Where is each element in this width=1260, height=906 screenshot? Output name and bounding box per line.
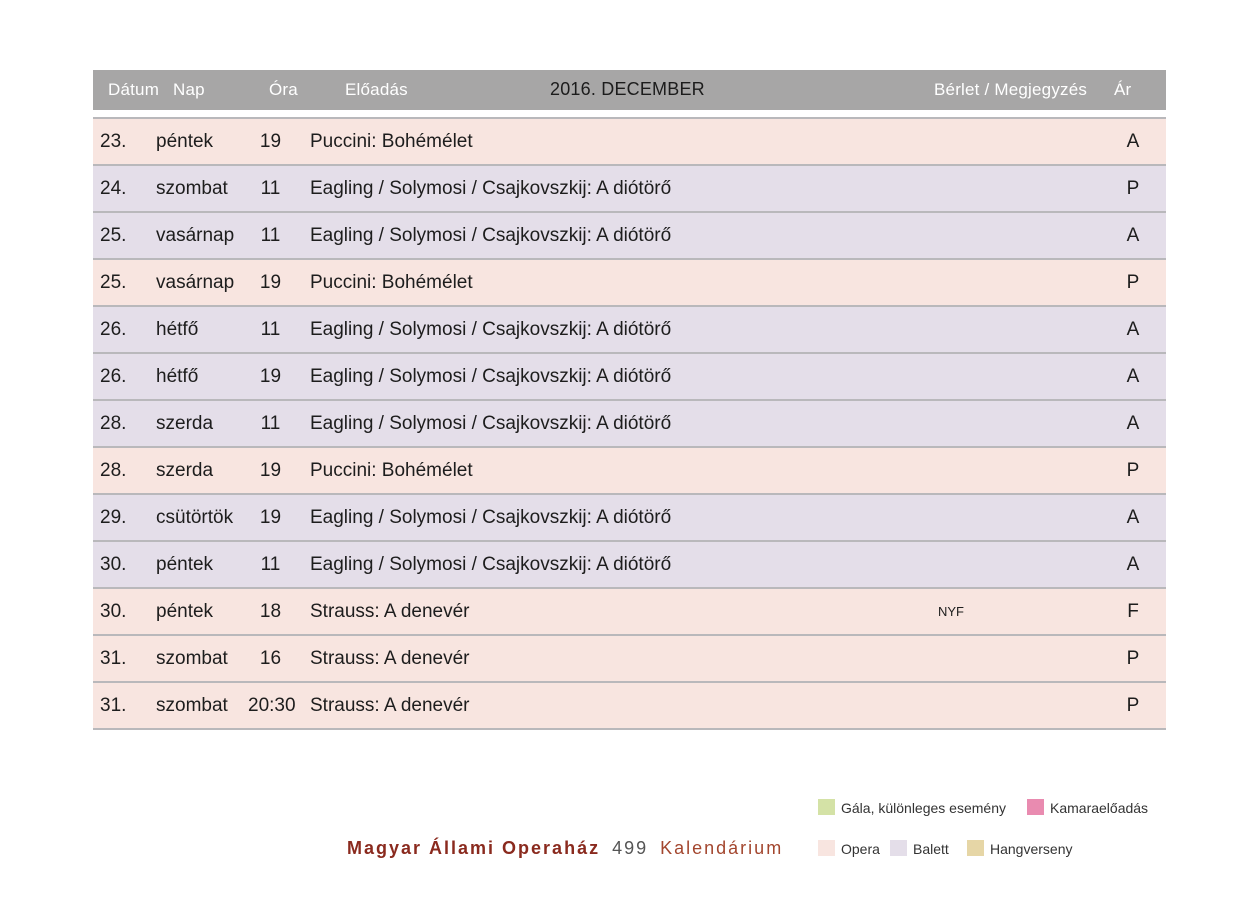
table-row	[93, 401, 1166, 448]
row-time: 11	[260, 413, 281, 434]
footer-org: Magyar Állami Operaház	[347, 838, 601, 858]
row-day: péntek	[156, 554, 214, 575]
legend-swatch-balett	[890, 840, 907, 856]
row-time: 19	[259, 272, 282, 293]
row-title: Eagling / Solymosi / Csajkovszkij: A diótörő	[310, 554, 672, 575]
legend-swatch-kamara	[1027, 799, 1044, 815]
row-time: 19	[259, 460, 282, 481]
legend-swatch-gala	[818, 799, 835, 815]
row-date: 24.	[100, 178, 127, 199]
row-day: vasárnap	[156, 225, 235, 246]
row-price: A	[1126, 507, 1140, 528]
row-date: 31.	[100, 648, 127, 669]
legend-item-gala	[818, 799, 1006, 816]
legend-label-hangverseny: Hangverseny	[990, 841, 1073, 857]
table-row	[93, 589, 1166, 636]
row-price: A	[1126, 413, 1140, 434]
row-price: P	[1126, 695, 1140, 716]
row-price: A	[1126, 131, 1140, 152]
row-title: Eagling / Solymosi / Csajkovszkij: A diótörő	[310, 319, 672, 340]
table-row	[93, 166, 1166, 213]
row-time: 11	[260, 554, 281, 575]
row-day: vasárnap	[156, 272, 235, 293]
row-price: P	[1126, 272, 1140, 293]
table-header	[93, 70, 1166, 110]
row-date: 29.	[100, 507, 127, 528]
row-date: 26.	[100, 319, 127, 340]
table-row	[93, 354, 1166, 401]
legend-label-balett: Balett	[913, 841, 949, 857]
legend	[818, 799, 1163, 869]
row-day: csütörtök	[156, 507, 234, 528]
row-price: P	[1126, 648, 1140, 669]
row-day: szombat	[156, 648, 228, 669]
footer-section: Kalendárium	[660, 838, 784, 858]
table-row	[93, 119, 1166, 166]
row-title: Eagling / Solymosi / Csajkovszkij: A diótörő	[310, 413, 672, 434]
row-title: Strauss: A denevér	[310, 601, 470, 622]
row-title: Puccini: Bohémélet	[310, 460, 473, 481]
col-header-title: Előadás	[345, 80, 408, 99]
row-price: A	[1126, 319, 1140, 340]
legend-label-gala: Gála, különleges esemény	[841, 800, 1006, 816]
col-header-day: Nap	[173, 80, 205, 99]
row-day: hétfő	[156, 366, 199, 387]
row-date: 30.	[100, 601, 127, 622]
row-date: 30.	[100, 554, 127, 575]
row-time: 18	[259, 601, 282, 622]
table-row	[93, 636, 1166, 683]
legend-label-kamara: Kamaraelőadás	[1050, 800, 1149, 816]
header-gap	[93, 110, 1166, 119]
legend-swatch-hangverseny	[967, 840, 984, 856]
row-date: 25.	[100, 272, 127, 293]
row-title: Puccini: Bohémélet	[310, 272, 473, 293]
table-row	[93, 495, 1166, 542]
schedule-table	[93, 70, 1166, 730]
col-header-date: Dátum	[108, 80, 160, 99]
row-price: A	[1126, 554, 1140, 575]
row-time: 11	[260, 319, 281, 340]
row-title: Eagling / Solymosi / Csajkovszkij: A diótörő	[310, 366, 672, 387]
row-time: 20:30	[248, 695, 296, 716]
row-title: Puccini: Bohémélet	[310, 131, 473, 152]
legend-swatch-opera	[818, 840, 835, 856]
row-date: 31.	[100, 695, 127, 716]
row-day: péntek	[156, 131, 214, 152]
row-day: péntek	[156, 601, 214, 622]
legend-label-opera: Opera	[841, 841, 880, 857]
table-row	[93, 542, 1166, 589]
month-title: 2016. DECEMBER	[550, 79, 705, 99]
col-header-price: Ár	[1114, 80, 1132, 99]
row-time: 19	[259, 131, 282, 152]
row-date: 23.	[100, 131, 127, 152]
row-note: NYF	[938, 604, 964, 619]
table-row	[93, 260, 1166, 307]
footer-page-number: 499	[612, 838, 649, 858]
row-date: 25.	[100, 225, 127, 246]
row-time: 19	[259, 366, 282, 387]
legend-item-hangverseny	[967, 840, 1073, 857]
row-time: 11	[260, 225, 281, 246]
row-price: P	[1126, 460, 1140, 481]
row-price: P	[1126, 178, 1140, 199]
col-header-note: Bérlet / Megjegyzés	[934, 80, 1088, 99]
row-time: 16	[259, 648, 282, 669]
table-row	[93, 683, 1166, 730]
legend-item-opera	[818, 840, 880, 857]
table-body	[93, 119, 1166, 730]
page-footer	[347, 838, 783, 859]
table-row	[93, 448, 1166, 495]
row-day: szombat	[156, 695, 228, 716]
row-title: Strauss: A denevér	[310, 648, 470, 669]
row-price: A	[1126, 225, 1140, 246]
row-title: Strauss: A denevér	[310, 695, 470, 716]
row-day: szerda	[156, 460, 214, 481]
row-time: 11	[260, 178, 281, 199]
row-price: F	[1127, 601, 1139, 622]
row-title: Eagling / Solymosi / Csajkovszkij: A diótörő	[310, 507, 672, 528]
row-date: 28.	[100, 413, 127, 434]
row-title: Eagling / Solymosi / Csajkovszkij: A diótörő	[310, 178, 672, 199]
row-date: 28.	[100, 460, 127, 481]
row-day: szombat	[156, 178, 228, 199]
legend-item-balett	[890, 840, 949, 857]
table-row	[93, 213, 1166, 260]
table-row	[93, 307, 1166, 354]
legend-item-kamara	[1027, 799, 1148, 816]
col-header-time: Óra	[269, 80, 298, 99]
row-date: 26.	[100, 366, 127, 387]
row-price: A	[1126, 366, 1140, 387]
row-title: Eagling / Solymosi / Csajkovszkij: A diótörő	[310, 225, 672, 246]
row-time: 19	[259, 507, 282, 528]
row-day: hétfő	[156, 319, 199, 340]
row-day: szerda	[156, 413, 214, 434]
